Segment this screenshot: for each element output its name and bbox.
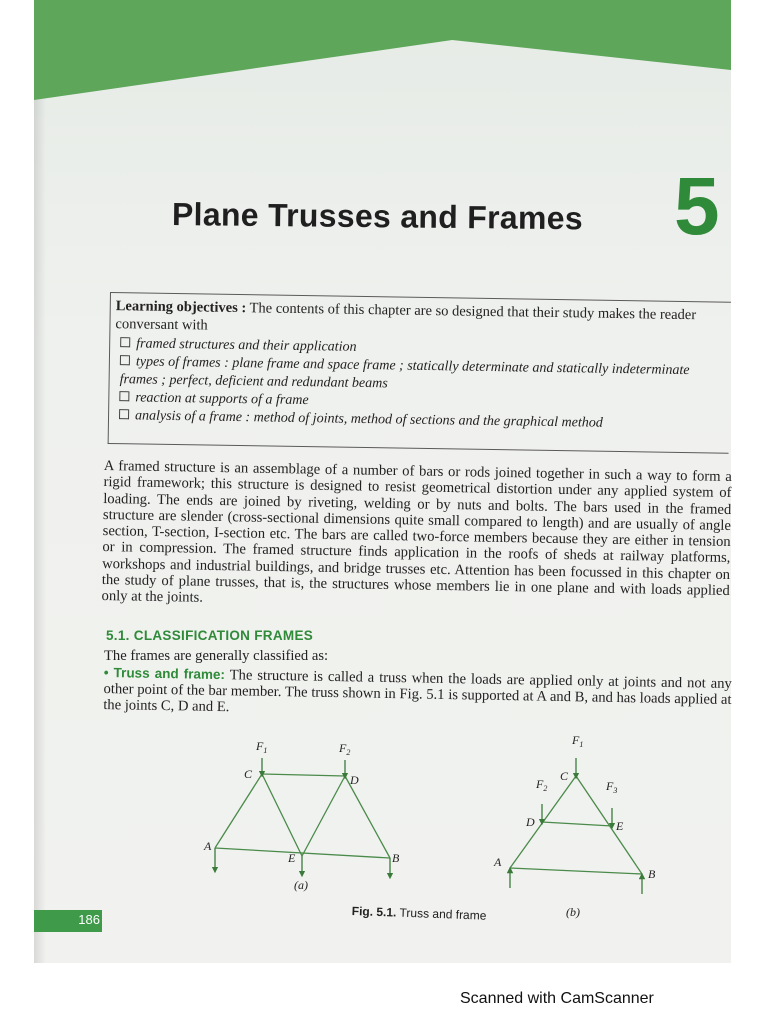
joint-label: D — [526, 815, 535, 829]
checkbox-bullet-icon — [119, 391, 129, 401]
joint-label: C — [244, 767, 253, 781]
checkbox-bullet-icon — [120, 355, 130, 365]
scanner-footer: Scanned with CamScanner — [460, 990, 654, 1007]
objectives-list — [119, 335, 730, 435]
joint-label: E — [288, 851, 296, 865]
page-gutter-shadow — [34, 0, 46, 963]
bullet-text: The structure is called a truss when the loads are applied only at joints and not any other point of the bar member. The truss shown in Fig. 5.1 is supported at A and B, and has loads applied at the joints C, D and E. — [103, 667, 732, 716]
intro-paragraph: A framed structure is an assemblage of a number of bars or rods joined together in such a way to form a rigid framework; this structure is designed to resist geometrical distortion under any applied system of loading. The ends are joined by riveting, welding or by nuts and bolts. The bars used in the framed structure are slender (cross-sectional dimensions quite small compared to length) and are usually of angle section, T-section, I-section etc. The bars are called two-force members because they are either in tension or in compression. The framed structure finds application in the roofs of sheds at railway platforms, workshops and industrial buildings, and bridge trusses etc. Attention has been focussed in this chapter on the study of plane trusses, that is, the structures whose members lie in one plane and with loads applied only at the joints. — [101, 458, 732, 607]
member-db — [345, 776, 390, 858]
objective-item: framed structures and their application — [120, 335, 730, 363]
force-label: $F_2$ — [339, 741, 351, 757]
sublabel-a: (a) — [294, 878, 308, 892]
force-label: $F_1$ — [256, 739, 268, 755]
force-label: $F_2$ — [536, 777, 548, 793]
force-label: $F_1$ — [572, 733, 584, 749]
member-cd — [262, 774, 345, 776]
member-ac — [215, 774, 262, 848]
bullet-label: • Truss and frame: — [103, 665, 226, 683]
joint-label: A — [204, 839, 212, 853]
member-de — [542, 822, 612, 826]
objective-item: types of frames : plane frame and space frame ; statically determinate and statically indeterminate frames ; perfect, deficient and redundant beams — [119, 354, 690, 392]
joint-label: E — [616, 819, 624, 833]
sublabel-b: (b) — [566, 905, 580, 919]
chapter-title: Plane Trusses and Frames — [171, 196, 584, 237]
page-number: 186 — [78, 912, 100, 927]
joint-label: A — [494, 855, 502, 869]
objectives-intro: The contents of this chapter are so designed that their study makes the reader conversant with — [115, 300, 697, 334]
checkbox-bullet-icon — [119, 409, 129, 419]
joint-label: C — [560, 769, 569, 783]
checkbox-bullet-icon — [120, 337, 130, 347]
learning-objectives-box — [108, 292, 731, 454]
joint-label: D — [350, 773, 359, 787]
joint-label: B — [392, 851, 400, 865]
member-ed — [302, 776, 345, 856]
chapter-number: 5 — [674, 161, 720, 252]
objectives-label: Learning objectives : — [115, 298, 247, 317]
section-subtext: The frames are generally classified as: — [104, 648, 329, 664]
section-heading: 5.1. CLASSIFICATION FRAMES — [106, 628, 314, 643]
frame-b — [493, 733, 656, 919]
force-label: $F_3$ — [606, 779, 618, 795]
truss-a — [203, 739, 400, 892]
member-ce — [262, 774, 302, 856]
member-ab — [510, 868, 642, 874]
figure-caption-text: Truss and frame — [399, 905, 487, 923]
objective-item: analysis of a frame : method of joints, method of sections and the graphical method — [119, 407, 729, 435]
figure-caption-label: Fig. 5.1. — [351, 904, 397, 920]
joint-label: B — [648, 867, 656, 881]
objective-item: reaction at supports of a frame — [119, 389, 729, 417]
